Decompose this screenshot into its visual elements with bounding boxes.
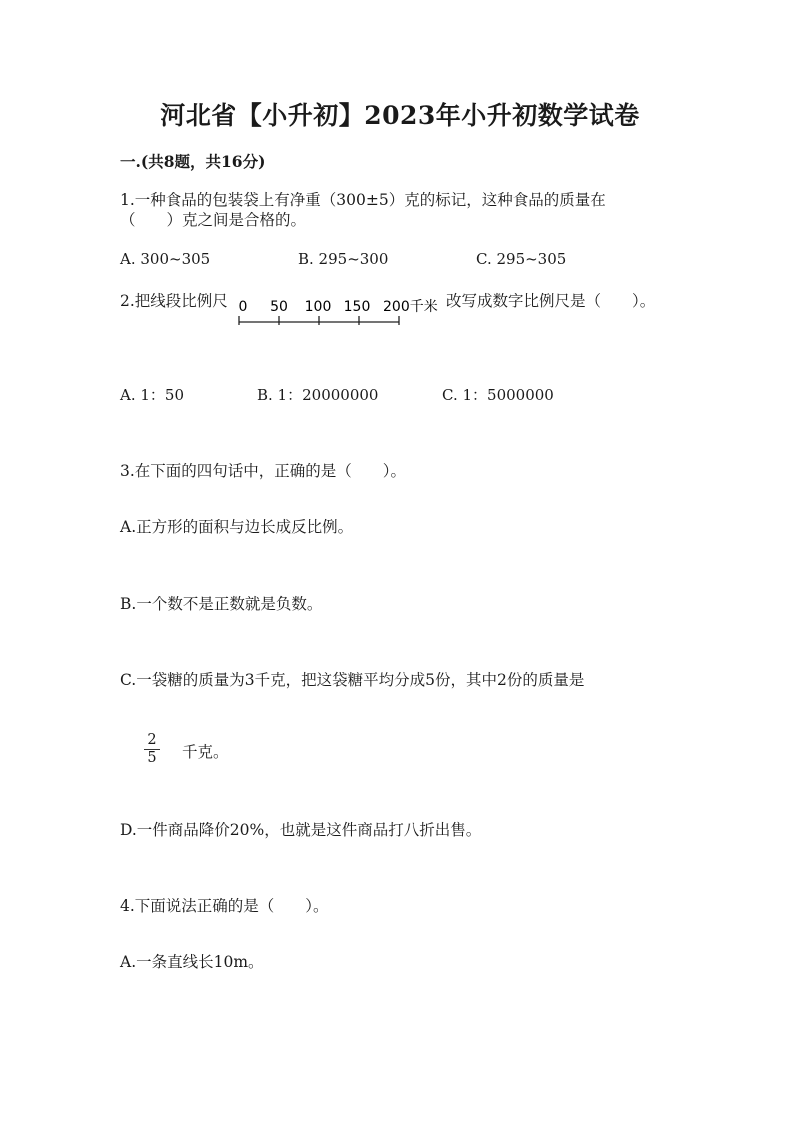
q2-option-a: A. 1：50 <box>120 386 184 404</box>
q1-line2: （ ）克之间是合格的。 <box>120 211 307 229</box>
fraction-denominator: 5 <box>147 750 157 766</box>
fraction-numerator: 2 <box>147 732 157 748</box>
fraction-two-fifths <box>144 733 160 766</box>
scale-bar-figure <box>232 292 447 328</box>
scale-label-0: 0 <box>238 299 248 315</box>
q1-option-a: A. 300~305 <box>120 250 211 268</box>
q2-text-before: 2.把线段比例尺 <box>120 292 228 310</box>
page-title: 河北省【小升初】2023年小升初数学试卷 <box>160 101 640 130</box>
q3-option-a: A.正方形的面积与边长成反比例。 <box>120 518 354 536</box>
q3-option-b: B.一个数不是正数就是负数。 <box>120 595 323 613</box>
q2-option-c: C. 1：5000000 <box>442 386 554 404</box>
scale-bar-line <box>239 316 399 325</box>
section-heading: 一.(共8题，共16分) <box>120 152 266 171</box>
scale-label-50: 50 <box>270 299 288 315</box>
q3-option-c: C.一袋糖的质量为3千克，把这袋糖平均分成5份，其中2份的质量是 <box>120 671 585 689</box>
q3-text: 3.在下面的四句话中，正确的是（ ）。 <box>120 462 407 480</box>
q3-option-d: D.一件商品降价20%，也就是这件商品打八折出售。 <box>120 821 482 839</box>
q1-line1: 1.一种食品的包装袋上有净重（300±5）克的标记，这种食品的质量在 <box>120 191 606 209</box>
q1-option-b: B. 295~300 <box>298 250 389 268</box>
q4-text: 4.下面说法正确的是（ ）。 <box>120 897 329 915</box>
q2-option-b: B. 1：20000000 <box>257 386 379 404</box>
q1-option-c: C. 295~305 <box>476 250 567 268</box>
q3-option-c-tail: 千克。 <box>182 743 229 761</box>
scale-label-150: 150 <box>343 299 371 315</box>
q2-text-after: 改写成数字比例尺是（ ）。 <box>446 292 656 310</box>
q4-option-a: A.一条直线长10m。 <box>120 953 264 971</box>
scale-label-200km: 200千米 <box>383 299 438 315</box>
scale-label-100: 100 <box>304 299 332 315</box>
